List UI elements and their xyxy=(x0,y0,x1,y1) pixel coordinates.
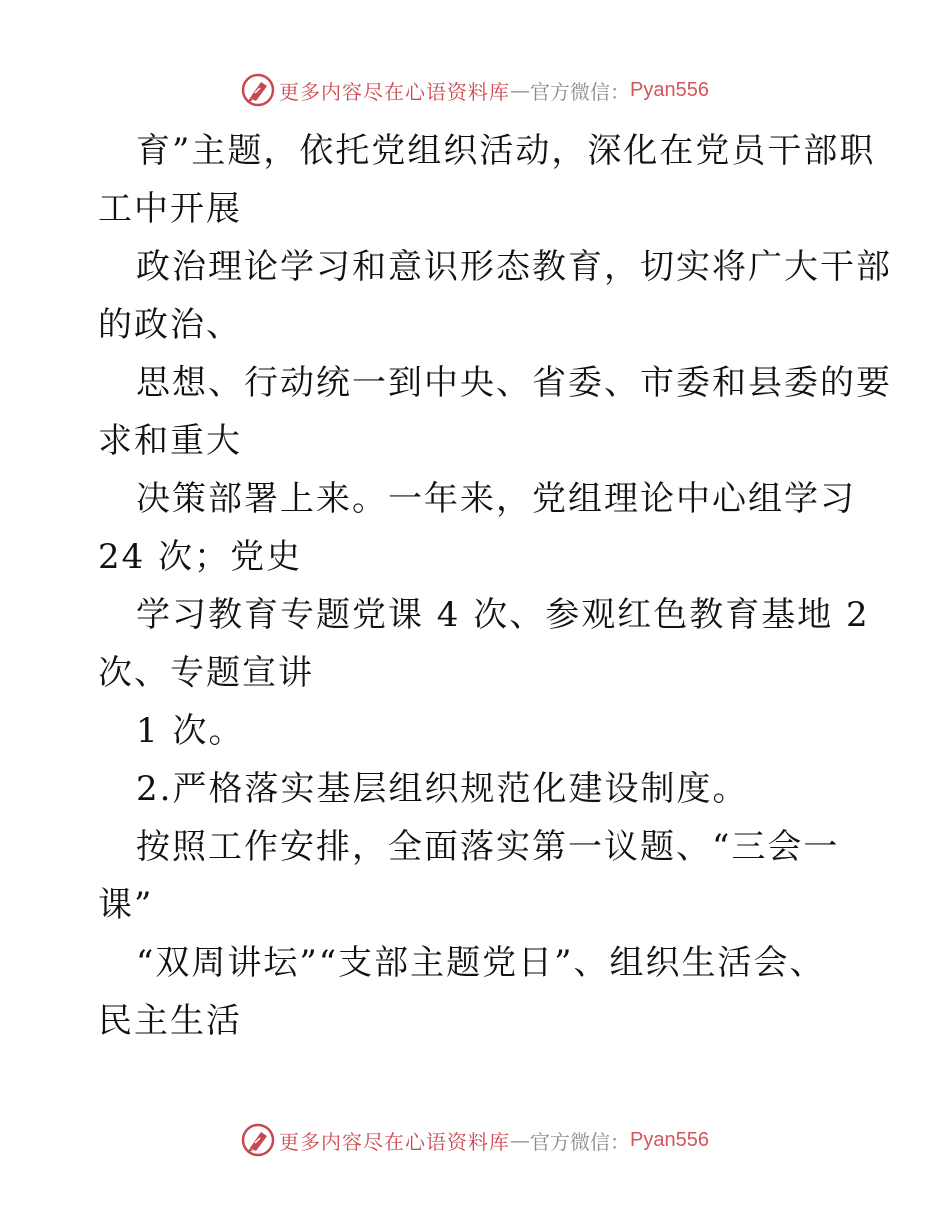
pen-nib-logo-icon xyxy=(241,73,275,107)
body-line: 2.严格落实基层组织规范化建设制度。 xyxy=(136,769,749,809)
watermark-prefix: 更多内容尽在心语资料库 xyxy=(279,79,511,104)
header-watermark xyxy=(0,70,950,110)
watermark-prefix: 更多内容尽在心语资料库 xyxy=(279,1129,511,1154)
watermark-dash: — xyxy=(510,78,531,102)
watermark-wechat-id: Pyan556 xyxy=(630,1128,709,1151)
body-line: 思想、行动统一到中央、省委、市委和县委的要 xyxy=(136,363,892,403)
document-body xyxy=(98,122,892,1050)
body-line: 的政治、 xyxy=(98,305,242,345)
footer-watermark xyxy=(0,1120,950,1160)
body-line: 次、专题宣讲 xyxy=(98,653,314,693)
body-line: 决策部署上来。一年来，党组理论中心组学习 xyxy=(136,479,856,519)
body-line: 求和重大 xyxy=(98,421,242,461)
body-line: 民主生活 xyxy=(98,1001,242,1041)
body-line: “双周讲坛”“支部主题党日”、组织生活会、 xyxy=(136,943,826,983)
body-line: 24 次；党史 xyxy=(98,537,303,577)
watermark-dash: — xyxy=(510,1128,531,1152)
body-line: 学习教育专题党课 4 次、参观红色教育基地 2 xyxy=(136,595,870,635)
body-line: 按照工作安排，全面落实第一议题、“三会一 xyxy=(136,827,840,867)
pen-nib-logo-icon xyxy=(241,1123,275,1157)
body-line: 育”主题，依托党组织活动，深化在党员干部职 xyxy=(136,131,876,171)
watermark-wechat-label: 官方微信： xyxy=(530,79,631,104)
body-line: 1 次。 xyxy=(136,711,245,751)
watermark-wechat-id: Pyan556 xyxy=(630,78,709,101)
body-line: 课” xyxy=(98,885,154,925)
watermark-wechat-label: 官方微信： xyxy=(530,1129,631,1154)
body-line: 政治理论学习和意识形态教育，切实将广大干部 xyxy=(136,247,892,287)
body-line: 工中开展 xyxy=(98,189,242,229)
